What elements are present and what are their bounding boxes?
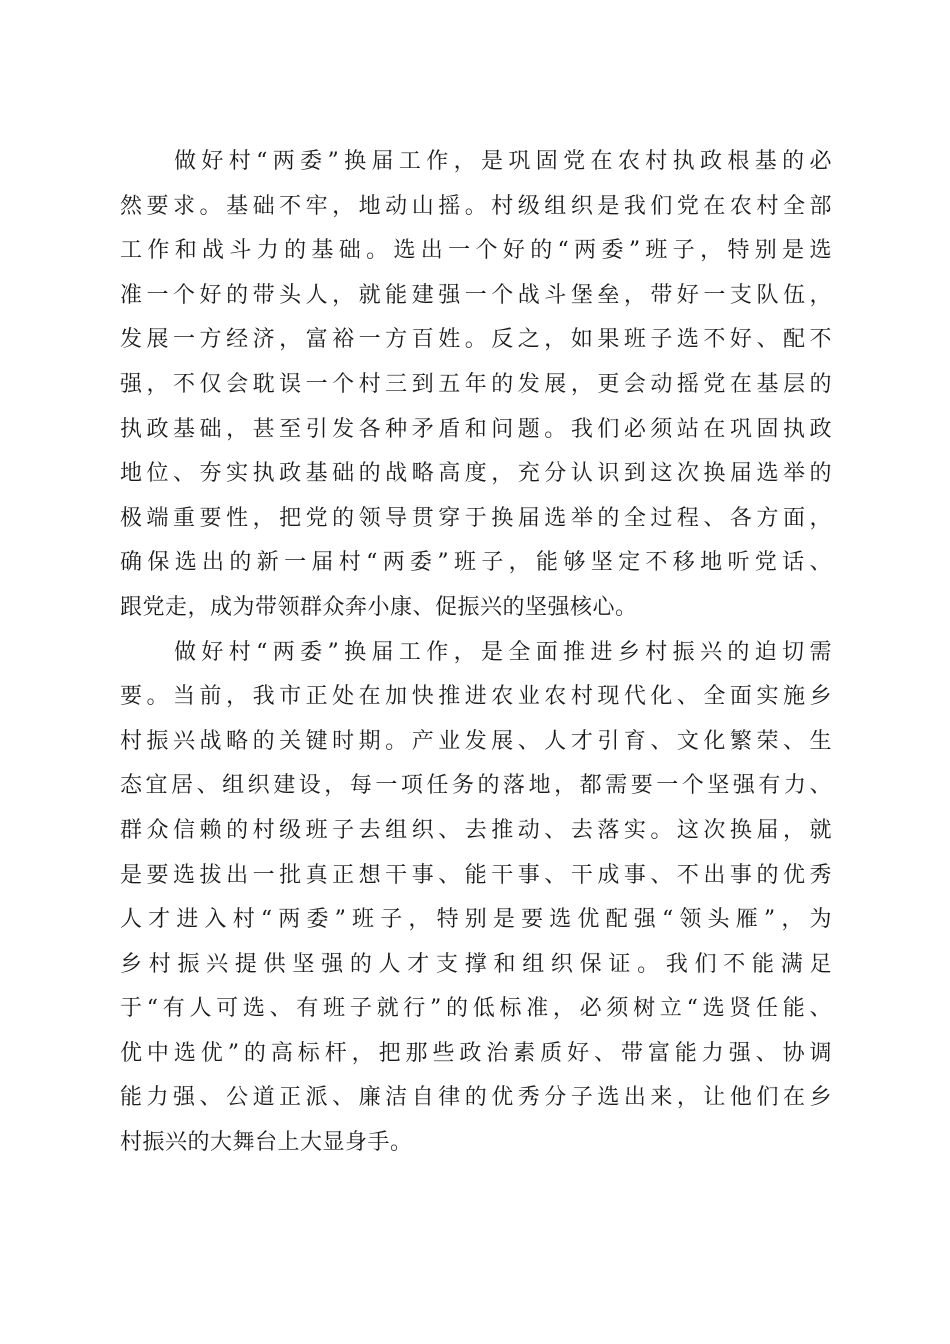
text-line: 跟党走，成为带领群众奔小康、促振兴的坚强核心。 <box>120 594 638 620</box>
text-line: 于“有人可选、有班子就行”的低标准，必须树立“选贤任能、 <box>120 996 832 1022</box>
text-line: 准一个好的带头人，就能建强一个战斗堡垒，带好一支队伍， <box>120 282 832 308</box>
text-line: 优中选优”的高标杆，把那些政治素质好、带富能力强、协调 <box>120 1040 832 1066</box>
text-line: 工作和战斗力的基础。选出一个好的“两委”班子，特别是选 <box>120 238 832 264</box>
text-line: 村振兴的大舞台上大显身手。 <box>120 1130 413 1156</box>
text-line: 人才进入村“两委”班子，特别是要选优配强“领头雁”，为 <box>120 907 832 933</box>
text-line: 要。当前，我市正处在加快推进农业农村现代化、全面实施乡 <box>120 684 832 710</box>
text-line: 群众信赖的村级班子去组织、去推动、去落实。这次换届，就 <box>120 817 832 843</box>
text-line: 执政基础，甚至引发各种矛盾和问题。我们必须站在巩固执政 <box>120 416 832 442</box>
text-line: 做好村“两委”换届工作，是全面推进乡村振兴的迫切需 <box>174 639 832 665</box>
text-line: 发展一方经济，富裕一方百姓。反之，如果班子选不好、配不 <box>120 327 832 353</box>
text-line: 然要求。基础不牢，地动山摇。村级组织是我们党在农村全部 <box>120 193 832 219</box>
paragraph-2 <box>120 631 832 1166</box>
text-line: 地位、夯实执政基础的战略高度，充分认识到这次换届选举的 <box>120 461 832 487</box>
text-line: 态宜居、组织建设，每一项任务的落地，都需要一个坚强有力、 <box>120 773 832 799</box>
text-line: 强，不仅会耽误一个村三到五年的发展，更会动摇党在基层的 <box>120 371 832 397</box>
text-line: 是要选拔出一批真正想干事、能干事、干成事、不出事的优秀 <box>120 862 832 888</box>
text-line: 极端重要性，把党的领导贯穿于换届选举的全过程、各方面， <box>120 505 832 531</box>
text-line: 村振兴战略的关键时期。产业发展、人才引育、文化繁荣、生 <box>120 728 832 754</box>
body-text <box>120 140 832 1166</box>
text-line: 能力强、公道正派、廉洁自律的优秀分子选出来，让他们在乡 <box>120 1085 832 1111</box>
text-line: 确保选出的新一届村“两委”班子，能够坚定不移地听党话、 <box>120 550 832 576</box>
paragraph-1 <box>120 140 832 631</box>
text-line: 做好村“两委”换届工作，是巩固党在农村执政根基的必 <box>174 149 832 174</box>
text-line: 乡村振兴提供坚强的人才支撑和组织保证。我们不能满足 <box>120 951 832 977</box>
